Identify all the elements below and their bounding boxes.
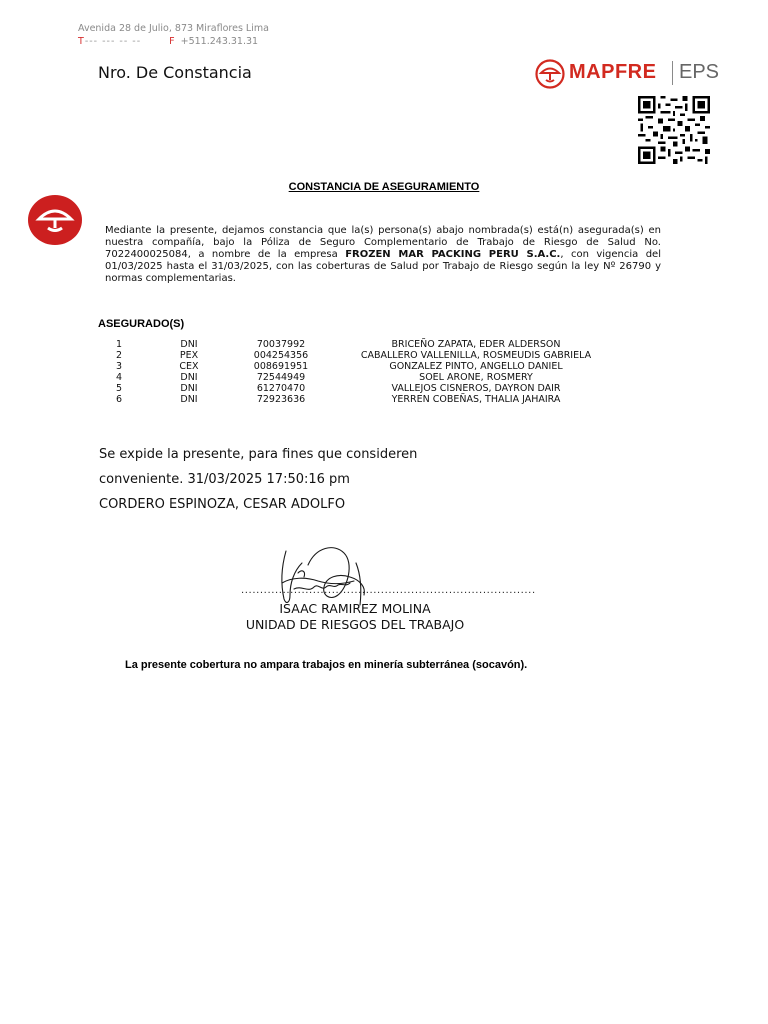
tel-label: T — [78, 36, 84, 47]
row-number: 1 — [115, 339, 123, 350]
signer-unit: UNIDAD DE RIESGOS DEL TRABAJO — [245, 617, 465, 632]
doc-number: 70037992 — [256, 339, 306, 350]
table-row — [98, 350, 618, 361]
company-address: Avenida 28 de Julio, 873 Miraflores Lima — [78, 23, 269, 34]
intro-text-part2: , con vigencia del 01/03/2025 hasta el 31/03/2025, con las coberturas de Salud por Trabajo de Riesgo según la ley Nº 26790 y normas complementarias. — [105, 249, 661, 284]
doc-type: DNI — [180, 394, 198, 405]
insured-name: SOEL ARONE, ROSMERY — [419, 372, 533, 383]
doc-type: DNI — [180, 372, 198, 383]
row-number: 3 — [115, 361, 123, 372]
fax-label: F — [169, 36, 175, 47]
doc-type: DNI — [180, 383, 198, 394]
constancia-number-label: Nro. De Constancia — [98, 63, 252, 82]
doc-number: 72544949 — [256, 372, 306, 383]
insured-heading: ASEGURADO(S) — [98, 318, 185, 330]
fax-value: +511.243.31.31 — [180, 36, 259, 47]
contact-line — [78, 36, 258, 47]
doc-number: 004254356 — [253, 350, 309, 361]
insured-name: YERREN COBEÑAS, THALIA JAHAIRA — [391, 394, 561, 405]
insured-name: BRICEÑO ZAPATA, EDER ALDERSON — [391, 339, 561, 350]
company-name: FROZEN MAR PACKING PERU S.A.C. — [345, 249, 561, 260]
table-row — [98, 361, 618, 372]
table-row — [98, 372, 618, 383]
intro-text-part1: Mediante la presente, dejamos constancia que la(s) persona(s) abajo nombrada(s) está(n) asegurada(s) en nuestra compañía, bajo la Póliza de Seguro Complementario de Trabajo de Riesgo de Salud No. 7022400025084, a nombre de la empresa — [105, 225, 661, 260]
insured-table — [98, 339, 618, 405]
issued-line-1: Se expide la presente, para fines que consideren — [99, 447, 418, 462]
doc-type: CEX — [179, 361, 199, 372]
issuer-name: CORDERO ESPINOZA, CESAR ADOLFO — [99, 497, 346, 512]
brand-suffix: EPS — [679, 61, 720, 83]
brand-name: MAPFRE — [569, 61, 657, 83]
doc-type: DNI — [180, 339, 198, 350]
signature-line: .............................................................................. — [241, 585, 536, 596]
doc-number: 008691951 — [253, 361, 309, 372]
mapfre-emblem-large-icon — [28, 195, 82, 245]
table-row — [98, 339, 618, 350]
row-number: 2 — [115, 350, 123, 361]
logo-divider — [672, 61, 673, 85]
insured-name: VALLEJOS CISNEROS, DAYRON DAIR — [391, 383, 561, 394]
qr-code-icon — [638, 96, 710, 164]
document-title-text: CONSTANCIA DE ASEGURAMIENTO — [288, 181, 480, 193]
mapfre-emblem-icon — [535, 59, 565, 89]
doc-number: 72923636 — [256, 394, 306, 405]
issued-line-2: conveniente. 31/03/2025 17:50:16 pm — [99, 472, 350, 487]
signer-name: ISAAC RAMIREZ MOLINA — [279, 601, 431, 616]
document-title — [0, 181, 768, 193]
tel-value: --- --- -- -- — [84, 36, 142, 47]
row-number: 5 — [115, 383, 123, 394]
table-row — [98, 383, 618, 394]
row-number: 6 — [115, 394, 123, 405]
table-row — [98, 394, 618, 405]
coverage-exclusion-note: La presente cobertura no ampara trabajos en minería subterránea (socavón). — [125, 659, 528, 671]
insured-name: CABALLERO VALLENILLA, ROSMEUDIS GABRIELA — [360, 350, 592, 361]
intro-paragraph — [105, 225, 661, 285]
row-number: 4 — [115, 372, 123, 383]
insured-name: GONZALEZ PINTO, ANGELLO DANIEL — [389, 361, 563, 372]
mapfre-eps-logo — [535, 58, 720, 90]
doc-type: PEX — [179, 350, 199, 361]
doc-number: 61270470 — [256, 383, 306, 394]
